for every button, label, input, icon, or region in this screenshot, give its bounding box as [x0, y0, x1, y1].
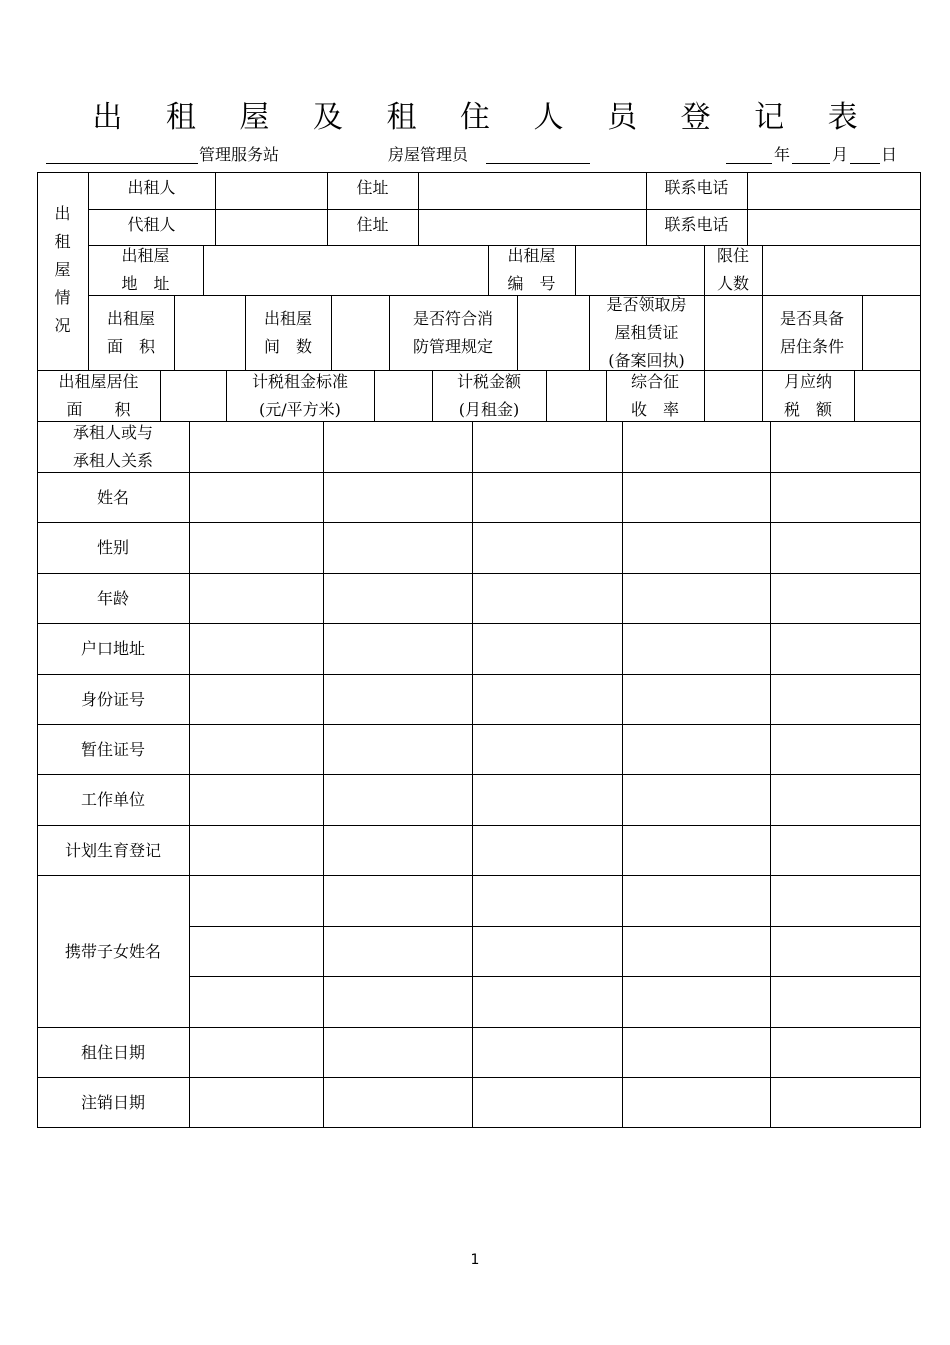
agent-phone-label: 联系电话 [664, 215, 729, 234]
landlord-address-label: 住址 [356, 178, 389, 197]
children-names-label: 携带子女姓名 [64, 941, 161, 961]
monthly-tax-label: 月应纳 税 额 [783, 372, 832, 419]
tenant-family-planning-label: 计划生育登记 [64, 840, 161, 860]
year-blank [726, 146, 772, 164]
year-label: 年 [774, 145, 791, 164]
tenant-gender-label: 性别 [96, 538, 129, 557]
manager-label: 房屋管理员 [388, 145, 469, 164]
day-blank [850, 146, 880, 164]
tenant-age-label: 年龄 [96, 588, 129, 608]
agent-address-label: 住址 [356, 215, 389, 234]
lease-permit-label: 是否领取房 屋租赁证 (备案回执) [606, 295, 687, 370]
station-blank [46, 146, 198, 164]
fire-compliance-label: 是否符合消 防管理规定 [412, 309, 493, 356]
tenant-residence-permit-label: 暂住证号 [80, 739, 145, 759]
tax-amount-label: 计税金额 (月租金) [456, 372, 521, 419]
rent-standard-label: 计税租金标准 (元/平方米) [251, 372, 348, 419]
living-condition-label: 是否具备 居住条件 [779, 309, 844, 356]
house-number-label: 出租屋 编 号 [507, 246, 556, 293]
cancellation-date-label: 注销日期 [80, 1093, 145, 1112]
occupancy-limit-label: 限住 人数 [716, 246, 749, 293]
landlord-label: 出租人 [127, 178, 176, 197]
agent-label: 代租人 [127, 215, 176, 234]
house-address-label: 出租屋 地 址 [121, 246, 170, 293]
tenant-relation-label: 承租人或与 承租人关系 [72, 422, 153, 470]
tenant-employer-label: 工作单位 [80, 790, 145, 809]
month-blank [792, 146, 830, 164]
room-count-label: 出租屋 间 数 [263, 309, 312, 356]
rental-start-date-label: 租住日期 [80, 1042, 145, 1062]
station-label: 管理服务站 [199, 145, 280, 164]
house-area-label: 出租屋 面 积 [106, 309, 155, 356]
tenant-hukou-address-label: 户口地址 [80, 639, 145, 658]
rental-house-section-label: 出 租 屋 情 况 [54, 204, 71, 335]
page-number: 1 [470, 1252, 480, 1268]
month-label: 月 [832, 145, 849, 164]
day-label: 日 [881, 145, 898, 164]
manager-blank [486, 146, 590, 164]
collection-rate-label: 综合征 收 率 [630, 372, 679, 419]
tenant-name-label: 姓名 [96, 487, 129, 507]
landlord-phone-label: 联系电话 [664, 178, 729, 197]
page-title: 出 租 屋 及 租 住 人 员 登 记 表 [92, 100, 875, 135]
tenant-id-number-label: 身份证号 [80, 689, 145, 709]
living-area-label: 出租屋居住 面 积 [58, 372, 139, 419]
